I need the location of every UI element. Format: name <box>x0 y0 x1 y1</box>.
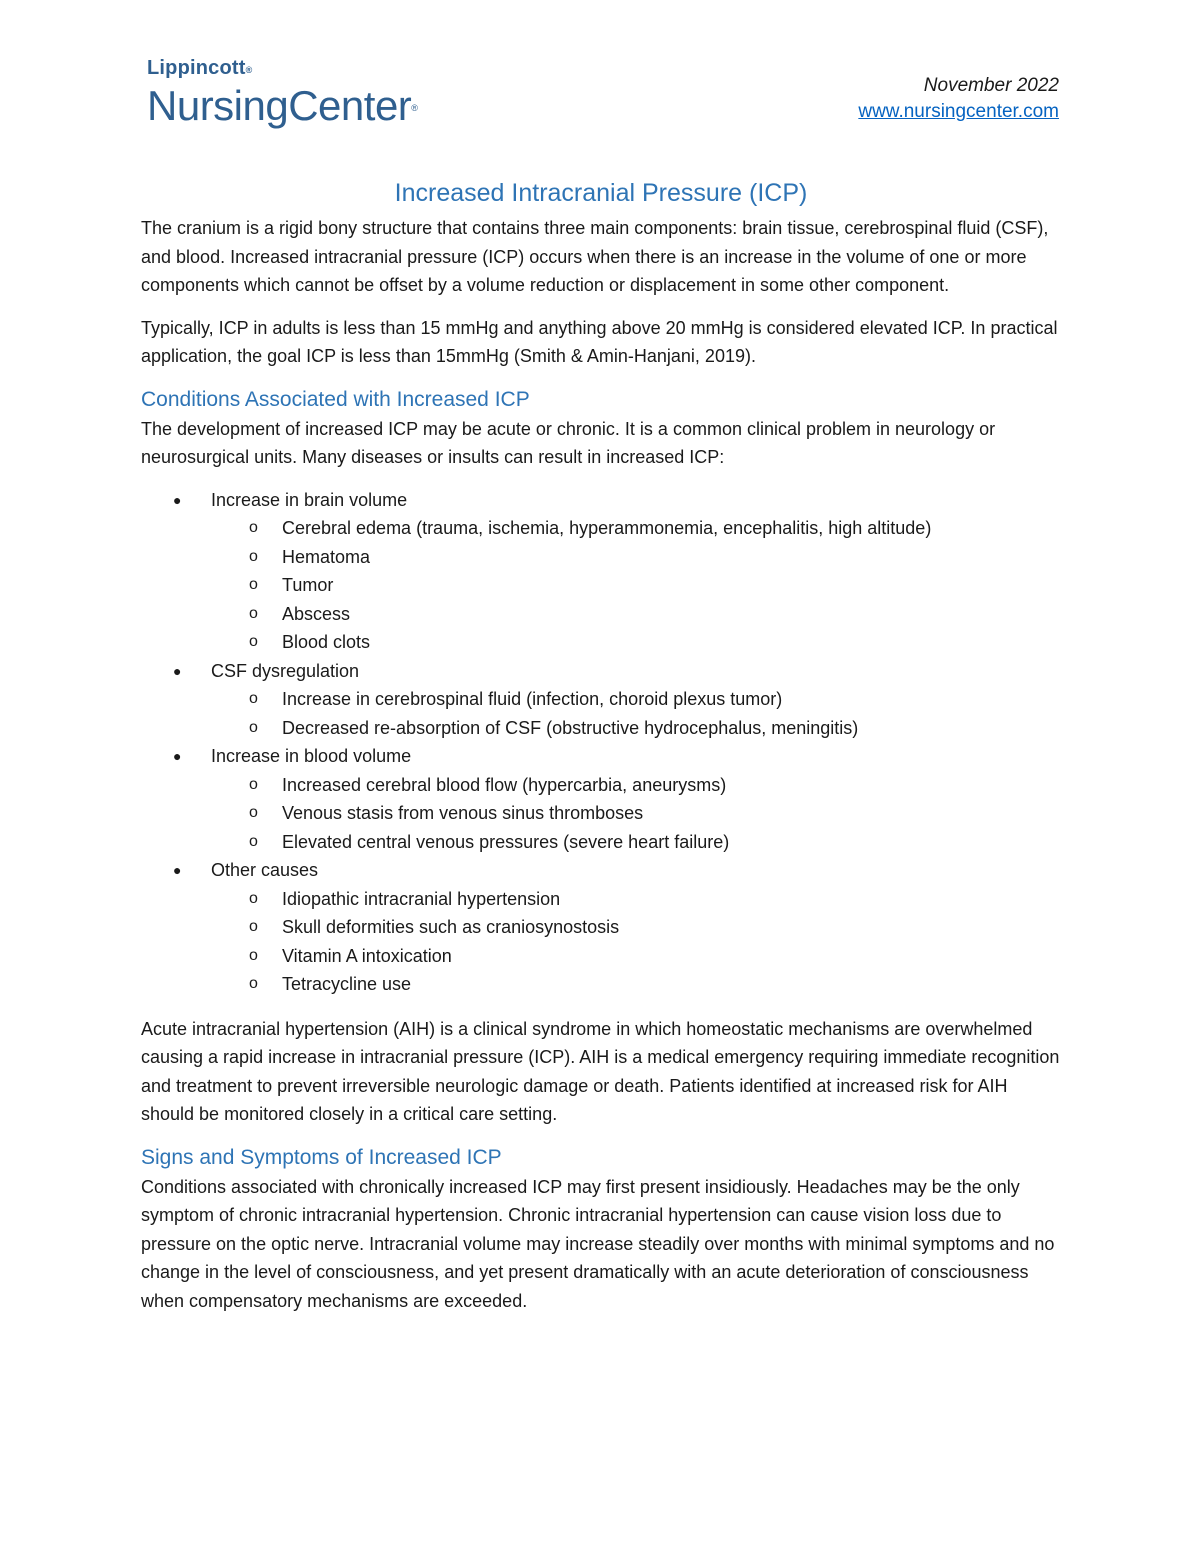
conditions-paragraph: The development of increased ICP may be acute or chronic. It is a common clinical problem in neurology or neurosurgical units. Many diseases or insults can result in increased ICP: <box>141 418 996 467</box>
sub-list-item: o Elevated central venous pressures (severe heart failure) <box>211 828 1061 857</box>
section-heading-signs: Signs and Symptoms of Increased ICP <box>141 1145 502 1169</box>
reg-mark: ® <box>245 65 253 75</box>
list-item-label: Other causes <box>211 860 319 880</box>
sub-list <box>211 771 1061 857</box>
conditions-list <box>141 486 1061 999</box>
sub-list-item: o Blood clots <box>211 628 1061 657</box>
sub-list-item: o Skull deformities such as craniosynostosis <box>211 913 1061 942</box>
sub-list-item: o Tetracycline use <box>211 970 1061 999</box>
sub-list <box>211 514 1061 657</box>
intro-paragraph: The cranium is a rigid bony structure that contains three main components: brain tissue, cerebrospinal fluid (CSF), and blood. Increased intracranial pressure (ICP) occurs when there is an increase in the volume of one or more components which cannot be offset by a volume reduction or displacement in some other component. <box>141 218 1049 295</box>
website-link[interactable]: www.nursingcenter.com <box>858 101 1059 122</box>
sub-list-item: o Decreased re-absorption of CSF (obstructive hydrocephalus, meningitis) <box>211 714 1061 743</box>
section-heading-conditions: Conditions Associated with Increased ICP <box>141 387 530 411</box>
list-item <box>141 856 1061 999</box>
list-item-label: CSF dysregulation <box>211 660 360 681</box>
sub-list-item: o Increase in cerebrospinal fluid (infection, choroid plexus tumor) <box>211 685 1061 714</box>
list-item-label: Increase in blood volume <box>211 746 412 766</box>
brand-main: NursingCenter <box>147 82 412 129</box>
sub-list <box>211 885 1061 999</box>
sub-list-item: o Increased cerebral blood flow (hypercarbia, aneurysms) <box>211 771 1061 800</box>
sub-list-item: o Hematoma <box>211 543 1061 572</box>
list-item <box>141 486 1061 657</box>
sub-list-item: o Venous stasis from venous sinus thromboses <box>211 799 1061 828</box>
list-item <box>141 742 1061 856</box>
list-item-label: Increase in brain volume <box>211 489 408 510</box>
header-meta <box>858 73 1059 125</box>
sub-list-item: o Abscess <box>211 600 1061 629</box>
page-title: Increased Intracranial Pressure (ICP) <box>394 179 808 207</box>
aih-paragraph: Acute intracranial hypertension (AIH) is a clinical syndrome in which homeostatic mechanisms are overwhelmed causing a rapid increase in intracranial pressure (ICP). AIH is a medical emergency requiring immediate recognition and treatment to prevent irreversible neurologic damage or death. Patients identified at increased risk for AIH should be monitored closely in a critical care setting. <box>141 1018 1060 1124</box>
sub-list-item: o Idiopathic intracranial hypertension <box>211 885 1061 914</box>
signs-paragraph: Conditions associated with chronically increased ICP may first present insidiously. Headaches may be the only symptom of chronic intracranial hypertension. Chronic intracranial hypertension can cause vision loss due to pressure on the optic nerve. Intracranial volume may increase steadily over months with minimal symptoms and no change in the level of consciousness, and yet present dramatically with an acute deterioration of consciousness when compensatory mechanisms are exceeded. <box>141 1176 1055 1311</box>
document-body <box>141 176 1061 1329</box>
brand-top: Lippincott <box>147 57 246 79</box>
sub-list <box>211 685 1061 742</box>
sub-list-item: o Vitamin A intoxication <box>211 942 1061 971</box>
list-item <box>141 657 1061 743</box>
reg-mark-main: ® <box>411 103 418 113</box>
issue-date: November 2022 <box>923 75 1059 96</box>
sub-list-item: o Tumor <box>211 571 1061 600</box>
brand-logo <box>147 56 417 130</box>
sub-list-item: o Cerebral edema (trauma, ischemia, hyperammonemia, encephalitis, high altitude) <box>211 514 1061 543</box>
intro-paragraph: Typically, ICP in adults is less than 15 mmHg and anything above 20 mmHg is considered elevated ICP. In practical application, the goal ICP is less than 15mmHg (Smith & Amin-Hanjani, 2019). <box>141 317 1058 366</box>
